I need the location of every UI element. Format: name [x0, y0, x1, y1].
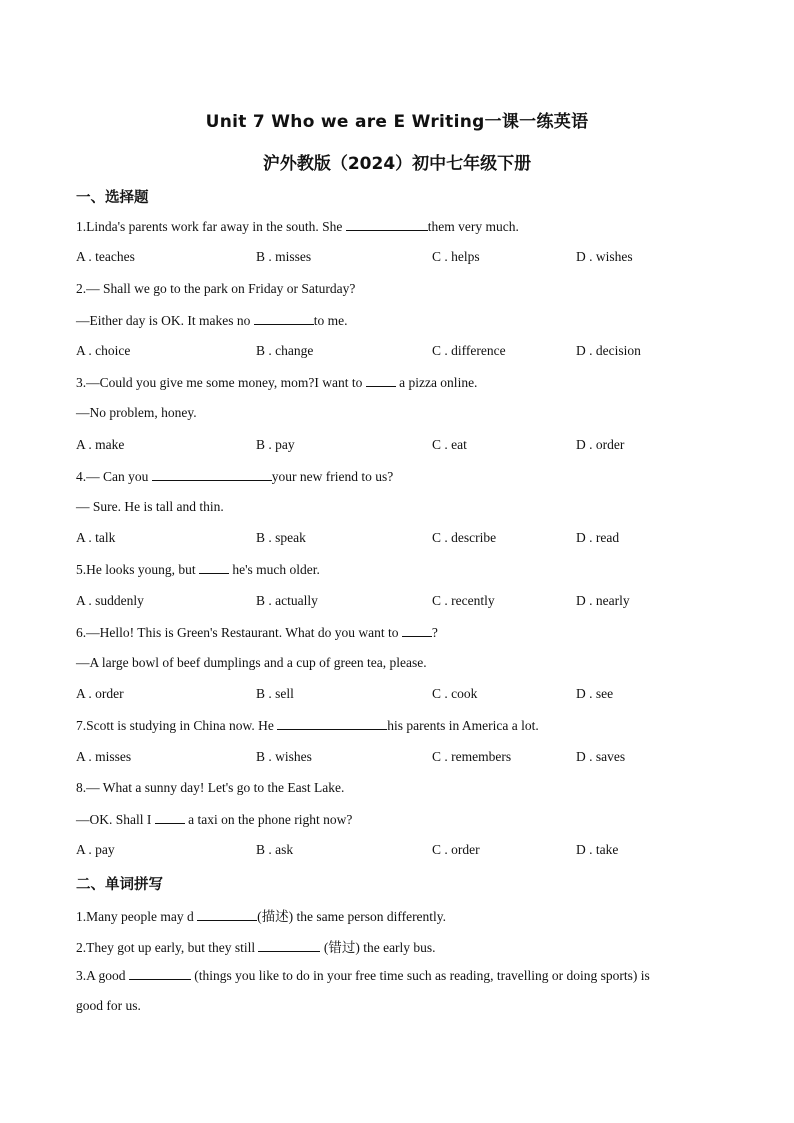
spelling-item-3-continued — [76, 998, 141, 1014]
answer-blank — [152, 468, 272, 481]
option-c: C . recently — [432, 593, 495, 608]
section-heading-multiple-choice: 一、选择题 — [76, 190, 149, 206]
question-6-options — [76, 686, 716, 704]
question-7-line — [76, 717, 539, 734]
option-c: C . remembers — [432, 749, 512, 764]
spelling-item-3 — [76, 967, 650, 984]
option-d: D . order — [576, 437, 625, 452]
question-5-line — [76, 561, 320, 578]
option-a: A . suddenly — [76, 593, 144, 608]
option-d: D . take — [576, 842, 619, 857]
question-text: 4.— Can you — [76, 469, 152, 484]
option-b: B . speak — [256, 530, 306, 545]
question-text: to me. — [313, 313, 348, 328]
option-b: B . pay — [256, 437, 295, 452]
option-b: B . sell — [256, 686, 294, 701]
option-b: B . change — [256, 343, 314, 358]
worksheet-title: Unit 7 Who we are E Writing一课一练英语 — [205, 112, 589, 132]
option-c: C . order — [432, 842, 480, 857]
question-2-options — [76, 343, 716, 361]
question-7-options — [76, 749, 716, 767]
answer-blank — [366, 374, 396, 387]
item-text: (错过) the early bus. — [320, 940, 436, 955]
answer-blank — [258, 939, 320, 952]
question-4-options — [76, 530, 716, 548]
option-a: A . pay — [76, 842, 115, 857]
question-3-options — [76, 437, 716, 455]
answer-blank — [199, 561, 229, 574]
option-a: A . order — [76, 686, 124, 701]
question-8-options — [76, 842, 716, 860]
option-c: C . eat — [432, 437, 467, 452]
answer-blank — [129, 967, 191, 980]
question-3-line-2 — [76, 405, 197, 421]
question-1-options — [76, 249, 716, 267]
question-text: he's much older. — [229, 562, 320, 577]
option-d: D . saves — [576, 749, 626, 764]
question-3-line-1 — [76, 374, 477, 391]
answer-blank — [254, 312, 314, 325]
option-c: C . cook — [432, 686, 478, 701]
answer-blank — [277, 717, 387, 730]
option-c: C . helps — [432, 249, 480, 264]
option-a: A . teaches — [76, 249, 135, 264]
question-text: your new friend to us? — [271, 469, 394, 484]
question-4-line-1 — [76, 468, 393, 485]
spelling-item-2 — [76, 936, 436, 956]
option-c: C . describe — [432, 530, 497, 545]
question-text: his parents in America a lot. — [387, 718, 539, 733]
question-text: 7.Scott is studying in China now. He — [76, 718, 278, 733]
item-text: 2.They got up early, but they still — [76, 940, 259, 955]
question-2-line-1 — [76, 281, 355, 297]
item-text: good for us. — [76, 998, 141, 1013]
option-a: A . make — [76, 437, 125, 452]
question-text: —A large bowl of beef dumplings and a cup of green tea, please. — [76, 655, 427, 670]
question-text: —OK. Shall I — [76, 812, 155, 827]
item-text: 1.Many people may d — [76, 909, 198, 924]
question-text: 6.—Hello! This is Green's Restaurant. What do you want to — [76, 625, 402, 640]
item-text: 3.A good — [76, 968, 129, 983]
option-d: D . read — [576, 530, 620, 545]
option-d: D . wishes — [576, 249, 633, 264]
option-a: A . misses — [76, 749, 132, 764]
worksheet-subtitle: 沪外教版（2024）初中七年级下册 — [262, 154, 532, 174]
option-d: D . nearly — [576, 593, 630, 608]
question-text: —Either day is OK. It makes no — [76, 313, 254, 328]
option-b: B . ask — [256, 842, 294, 857]
answer-blank — [346, 218, 428, 231]
option-d: D . decision — [576, 343, 641, 358]
option-c: C . difference — [432, 343, 506, 358]
answer-blank — [402, 624, 432, 637]
section-heading-spelling: 二、单词拼写 — [76, 877, 163, 893]
question-text: 8.— What a sunny day! Let's go to the East Lake. — [76, 780, 345, 795]
question-1-line — [76, 218, 519, 235]
question-2-line-2 — [76, 312, 347, 329]
option-d: D . see — [576, 686, 614, 701]
question-text: them very much. — [427, 219, 519, 234]
item-text: (描述) the same person differently. — [257, 909, 447, 924]
item-text: (things you like to do in your free time such as reading, travelling or doing sports) is — [190, 968, 650, 983]
question-8-line-2 — [76, 811, 352, 828]
question-text: a pizza online. — [395, 375, 478, 390]
question-text: 5.He looks young, but — [76, 562, 199, 577]
answer-blank — [155, 811, 185, 824]
option-a: A . talk — [76, 530, 116, 545]
question-text: a taxi on the phone right now? — [184, 812, 353, 827]
answer-blank — [197, 908, 257, 921]
question-text: 1.Linda's parents work far away in the south. She — [76, 219, 346, 234]
option-a: A . choice — [76, 343, 131, 358]
question-text: 3.—Could you give me some money, mom?I want to — [76, 375, 366, 390]
question-5-options — [76, 593, 716, 611]
question-6-line-1 — [76, 624, 438, 641]
option-b: B . actually — [256, 593, 318, 608]
question-text: —No problem, honey. — [76, 405, 197, 420]
spelling-item-1 — [76, 905, 446, 925]
option-b: B . wishes — [256, 749, 312, 764]
question-text: — Sure. He is tall and thin. — [76, 499, 224, 514]
question-4-line-2 — [76, 499, 224, 515]
question-6-line-2 — [76, 655, 427, 671]
question-text: ? — [431, 625, 438, 640]
question-text: 2.— Shall we go to the park on Friday or Saturday? — [76, 281, 356, 296]
option-b: B . misses — [256, 249, 312, 264]
question-8-line-1 — [76, 780, 344, 796]
